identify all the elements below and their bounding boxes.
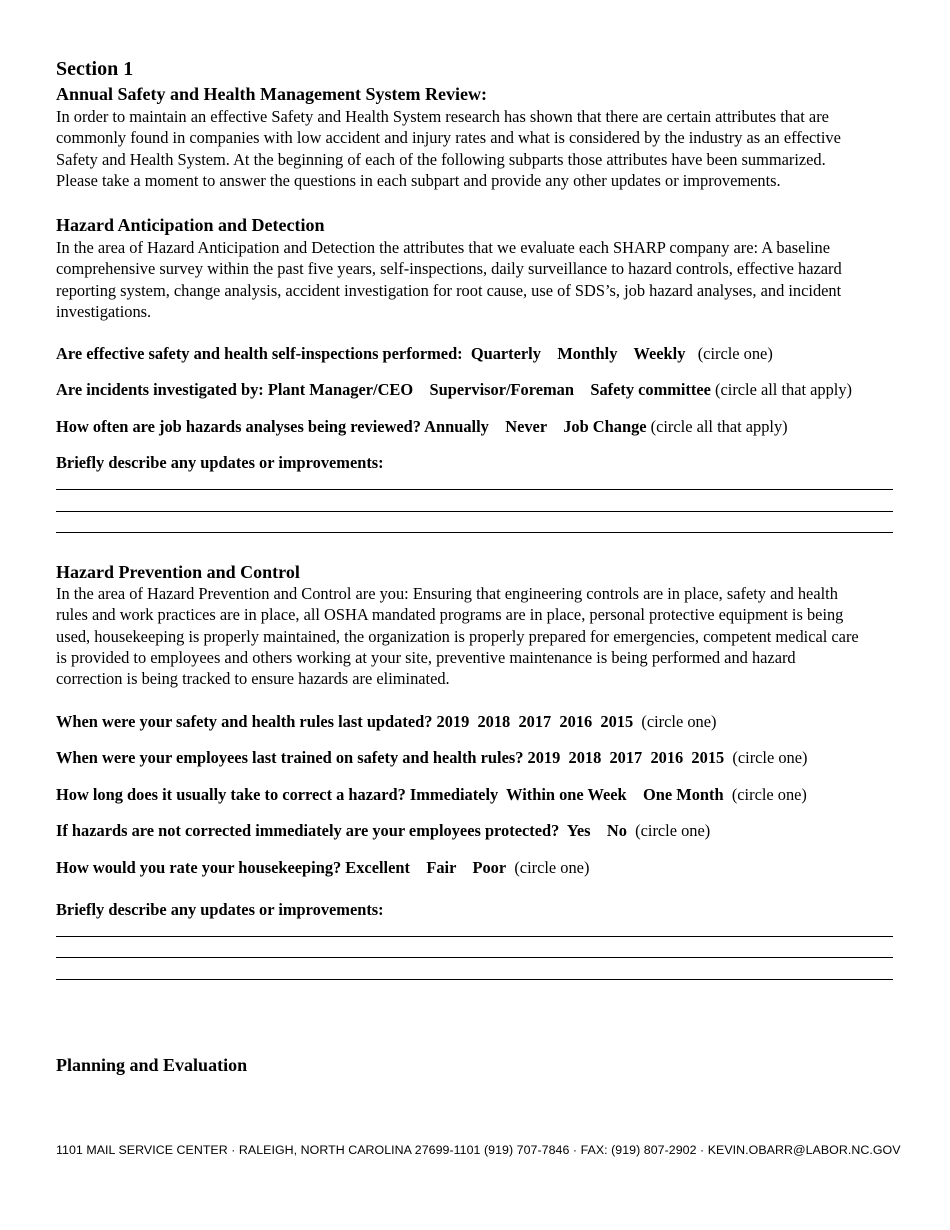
question-rules-updated[interactable] [56,711,894,732]
question-employees-protected[interactable] [56,820,894,841]
paragraph-line: In the area of Hazard Anticipation and Detection the attributes that we evaluate each SHARP company are: A baseline [56,238,831,257]
question-text: How long does it usually take to correct a hazard? Immediately Within one Week One Month [56,785,724,804]
review-title: Annual Safety and Health Management System Review: [56,84,487,104]
question-housekeeping-rating[interactable] [56,857,894,878]
section-label: Section 1 [56,58,134,80]
answer-line[interactable] [56,532,893,533]
hazard-prevention-title: Hazard Prevention and Control [56,562,300,582]
paragraph-line: correction is being tracked to ensure hazards are eliminated. [56,669,450,689]
intro-line: Please take a moment to answer the questions in each subpart and provide any other updates or improvements. [56,170,781,190]
updates-label: Briefly describe any updates or improvements: [56,900,384,919]
question-hint: (circle one) [626,821,711,840]
question-text: How often are job hazards analyses being reviewed? Annually Never Job Change [56,417,647,436]
question-employees-trained[interactable] [56,747,894,768]
answer-line[interactable] [56,511,893,512]
question-text: If hazards are not corrected immediately are your employees protected? Yes No [56,821,627,840]
question-text: When were your safety and health rules last updated? 2019 2018 2017 2016 2015 [56,712,634,731]
updates-label: Briefly describe any updates or improvements: [56,453,384,472]
hazard-prevention-paragraph [56,583,894,689]
answer-line[interactable] [56,957,893,958]
paragraph-line: rules and work practices are in place, all OSHA mandated programs are in place, personal protective equipment is being [56,605,844,625]
question-self-inspections[interactable] [56,343,894,364]
paragraph-line: is provided to employees and others working at your site, preventive maintenance is being performed and hazard [56,647,796,667]
paragraph-line: comprehensive survey within the past five years, self-inspections, daily surveillance to hazard controls, effective hazard [56,259,842,279]
question-hint: (circle one) [724,748,808,767]
question-text: Are effective safety and health self-inspections performed: Quarterly Monthly Weekly [56,344,686,363]
paragraph-line: In the area of Hazard Prevention and Control are you: Ensuring that engineering controls are in place, safety and health [56,584,838,603]
hazard-anticipation-title: Hazard Anticipation and Detection [56,215,325,235]
paragraph-line: used, housekeeping is properly maintained, the organization is properly prepared for emergencies, competent medical care [56,626,859,646]
question-hazard-correction-time[interactable] [56,784,894,805]
paragraph-line: reporting system, change analysis, accident investigation for root cause, use of SDS’s, job hazard analyses, and incident [56,280,842,300]
question-text: Are incidents investigated by: Plant Manager/CEO Supervisor/Foreman Safety committee [56,380,711,399]
question-hint: (circle one) [685,344,773,363]
hazard-anticipation-paragraph [56,237,894,322]
answer-line[interactable] [56,936,893,937]
question-hint: (circle all that apply) [710,380,853,399]
answer-line[interactable] [56,979,893,980]
question-hint: (circle all that apply) [646,417,788,436]
planning-title: Planning and Evaluation [56,1055,248,1075]
question-hint: (circle one) [633,712,717,731]
question-hint: (circle one) [506,858,590,877]
footer-contact: 1101 MAIL SERVICE CENTER · RALEIGH, NORTH CAROLINA 27699-1101 (919) 707-7846 · FAX: (919) 807-2902 · KEVIN.OBARR@LABOR.NC.GOV [56,1143,901,1157]
intro-paragraph [56,106,894,191]
question-jha-review[interactable] [56,416,894,437]
answer-line[interactable] [56,489,893,490]
question-text: When were your employees last trained on safety and health rules? 2019 2018 2017 2016 2015 [56,748,725,767]
question-incident-investigation[interactable] [56,379,894,400]
intro-line: commonly found in companies with low accident and injury rates and what is considered by the industry as an effective [56,128,841,148]
question-text: How would you rate your housekeeping? Excellent Fair Poor [56,858,507,877]
intro-line: Safety and Health System. At the beginning of each of the following subparts those attributes have been summarized. [56,149,826,169]
question-hint: (circle one) [723,785,807,804]
intro-line: In order to maintain an effective Safety and Health System research has shown that there are certain attributes that are [56,107,829,126]
paragraph-line: investigations. [56,301,152,321]
